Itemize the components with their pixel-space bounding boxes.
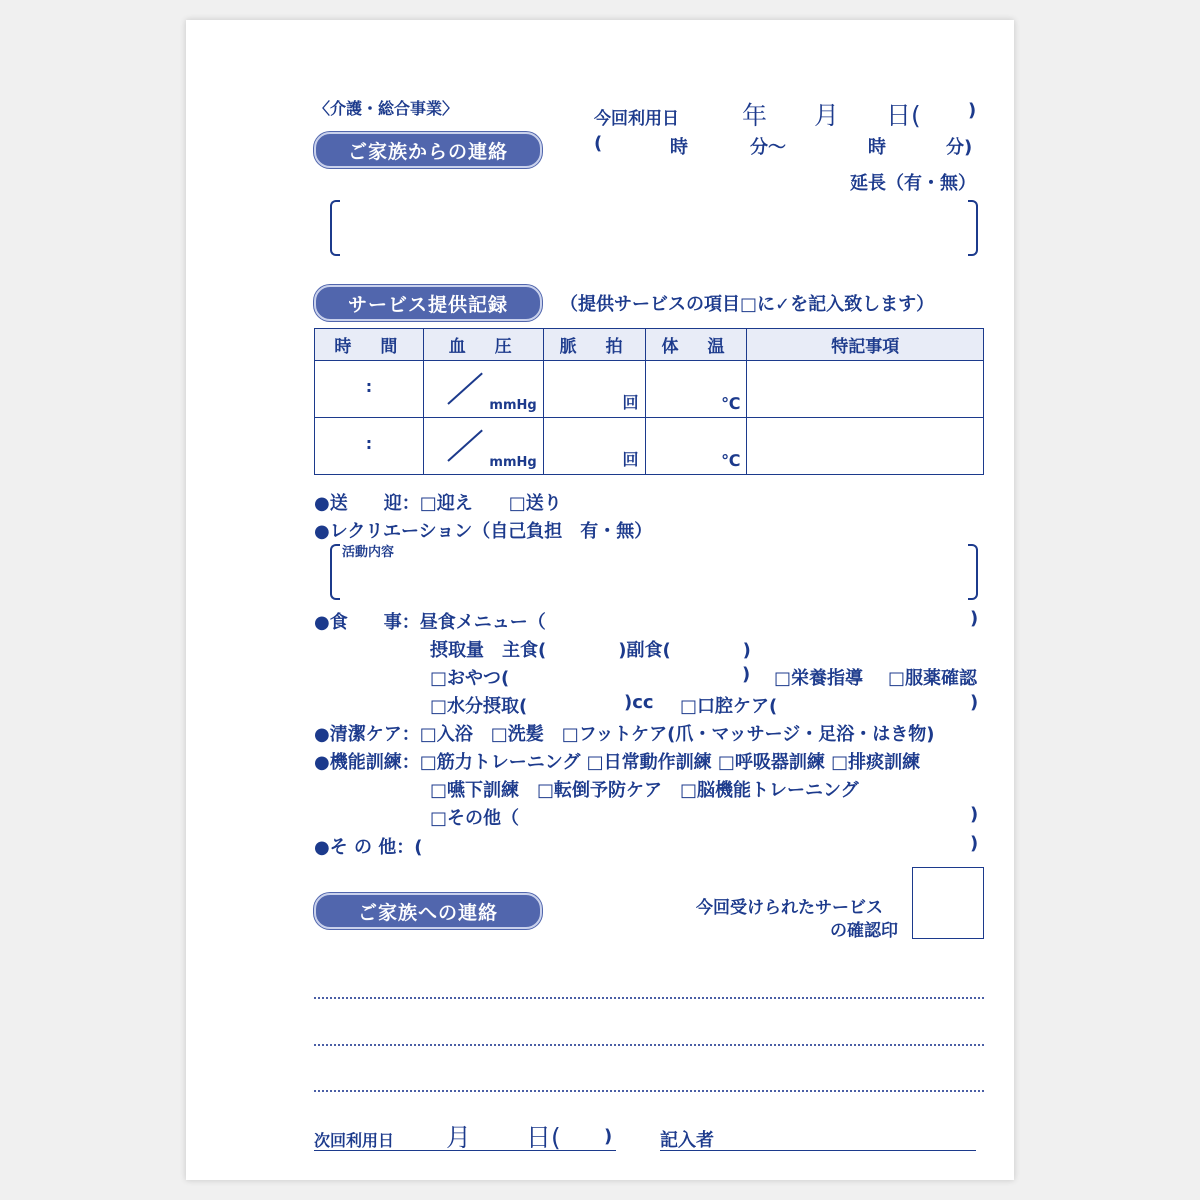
- temp-unit: ℃: [721, 394, 741, 413]
- confirm-stamp-box[interactable]: [912, 867, 984, 939]
- family-from-bracket-left: [330, 200, 340, 256]
- time-cell[interactable]: [315, 361, 424, 418]
- next-date-label: 次回利用日: [314, 1131, 395, 1150]
- training-item-2[interactable]: □嚥下訓練 □転倒予防ケア □脳機能トレーニング: [430, 780, 859, 801]
- col-notes: 特記事項: [747, 329, 984, 361]
- oral-close: ): [970, 692, 979, 713]
- temp-cell[interactable]: [645, 361, 747, 418]
- pulse-cell[interactable]: [543, 361, 645, 418]
- day-label: 日(: [886, 101, 921, 130]
- category-label: 〈介護・総合事業〉: [314, 99, 459, 118]
- message-line[interactable]: [314, 1090, 984, 1092]
- message-line[interactable]: [314, 1044, 984, 1046]
- writer-label: 記入者: [660, 1130, 714, 1151]
- next-month-label: 月: [446, 1123, 472, 1152]
- use-date-label: 今回利用日: [594, 109, 679, 129]
- other-close: ): [970, 833, 979, 854]
- activity-bracket-right: [968, 544, 978, 600]
- transport-item[interactable]: ●送 迎：□迎え □送り: [314, 493, 562, 514]
- water-item[interactable]: □水分摂取(: [430, 696, 528, 717]
- confirm-label-1: 今回受けられたサービス: [696, 898, 883, 918]
- meal-item[interactable]: ●食 事：昼食メニュー（: [314, 612, 546, 633]
- hygiene-item[interactable]: ●清潔ケア：□入浴 □洗髪 □フットケア(爪・マッサージ・足浴・はき物): [314, 724, 935, 745]
- temp-unit: ℃: [721, 451, 741, 470]
- nutrition-item[interactable]: □栄養指導: [774, 668, 864, 689]
- other-item[interactable]: ●そ の 他：(: [314, 837, 423, 858]
- activity-label: 活動内容: [342, 545, 395, 560]
- recreation-item[interactable]: ●レクリエーション（自己負担 有・無）: [314, 521, 653, 542]
- training-other-close: ): [970, 804, 979, 825]
- hour-label-2: 時: [868, 137, 886, 158]
- family-to-title: ご家族への連絡: [314, 893, 542, 929]
- minute-label-2: 分): [946, 137, 973, 158]
- writer-underline[interactable]: [660, 1150, 976, 1151]
- bp-unit: mmHg: [489, 455, 537, 470]
- day-close: ): [968, 100, 977, 121]
- time-cell[interactable]: [315, 418, 424, 475]
- time-colon: :: [365, 377, 373, 396]
- col-time: 時 間: [315, 329, 424, 361]
- snack-close: ): [742, 664, 751, 685]
- intake-item[interactable]: 摂取量 主食( )副食( ): [430, 640, 751, 661]
- table-row: [315, 418, 984, 475]
- pulse-unit: 回: [622, 450, 639, 469]
- service-title: サービス提供記録: [314, 285, 542, 321]
- next-date-underline[interactable]: [314, 1150, 616, 1151]
- temp-cell[interactable]: [645, 418, 747, 475]
- col-temp: 体 温: [645, 329, 747, 361]
- meal-close: ): [970, 608, 979, 629]
- table-row: [315, 361, 984, 418]
- next-day-close: ): [604, 1126, 613, 1147]
- pulse-cell[interactable]: [543, 418, 645, 475]
- month-label: 月: [814, 101, 840, 130]
- year-label: 年: [742, 101, 768, 130]
- message-line[interactable]: [314, 997, 984, 999]
- col-pulse: 脈 拍: [543, 329, 645, 361]
- extension-label: 延長（有・無）: [850, 173, 976, 194]
- pulse-unit: 回: [622, 393, 639, 412]
- oral-item[interactable]: □口腔ケア(: [680, 696, 778, 717]
- time-colon: :: [365, 434, 373, 453]
- bp-cell[interactable]: [423, 418, 543, 475]
- minute-label-1: 分〜: [750, 137, 786, 158]
- confirm-label-2: の確認印: [830, 921, 898, 941]
- col-bp: 血 圧: [423, 329, 543, 361]
- next-day-label: 日(: [526, 1123, 561, 1152]
- bp-slash: [447, 372, 483, 404]
- bp-unit: mmHg: [489, 398, 537, 413]
- snack-item[interactable]: □おやつ(: [430, 668, 510, 689]
- hour-label-1: 時: [670, 137, 688, 158]
- training-item[interactable]: ●機能訓練：□筋力トレーニング □日常動作訓練 □呼吸器訓練 □排痰訓練: [314, 752, 921, 773]
- bp-slash: [447, 429, 483, 461]
- time-open: (: [594, 133, 603, 154]
- training-other[interactable]: □その他（: [430, 808, 520, 829]
- water-close: )cc: [624, 692, 654, 713]
- notes-cell[interactable]: [747, 361, 984, 418]
- activity-bracket-left: [330, 544, 340, 600]
- bp-cell[interactable]: [423, 361, 543, 418]
- medicine-item[interactable]: □服薬確認: [888, 668, 978, 689]
- table-header-row: [315, 329, 984, 361]
- family-from-title: ご家族からの連絡: [314, 132, 542, 168]
- notes-cell[interactable]: [747, 418, 984, 475]
- service-record-table: [314, 328, 984, 475]
- service-note: （提供サービスの項目□に✓を記入致します）: [560, 294, 935, 315]
- family-from-bracket-right: [968, 200, 978, 256]
